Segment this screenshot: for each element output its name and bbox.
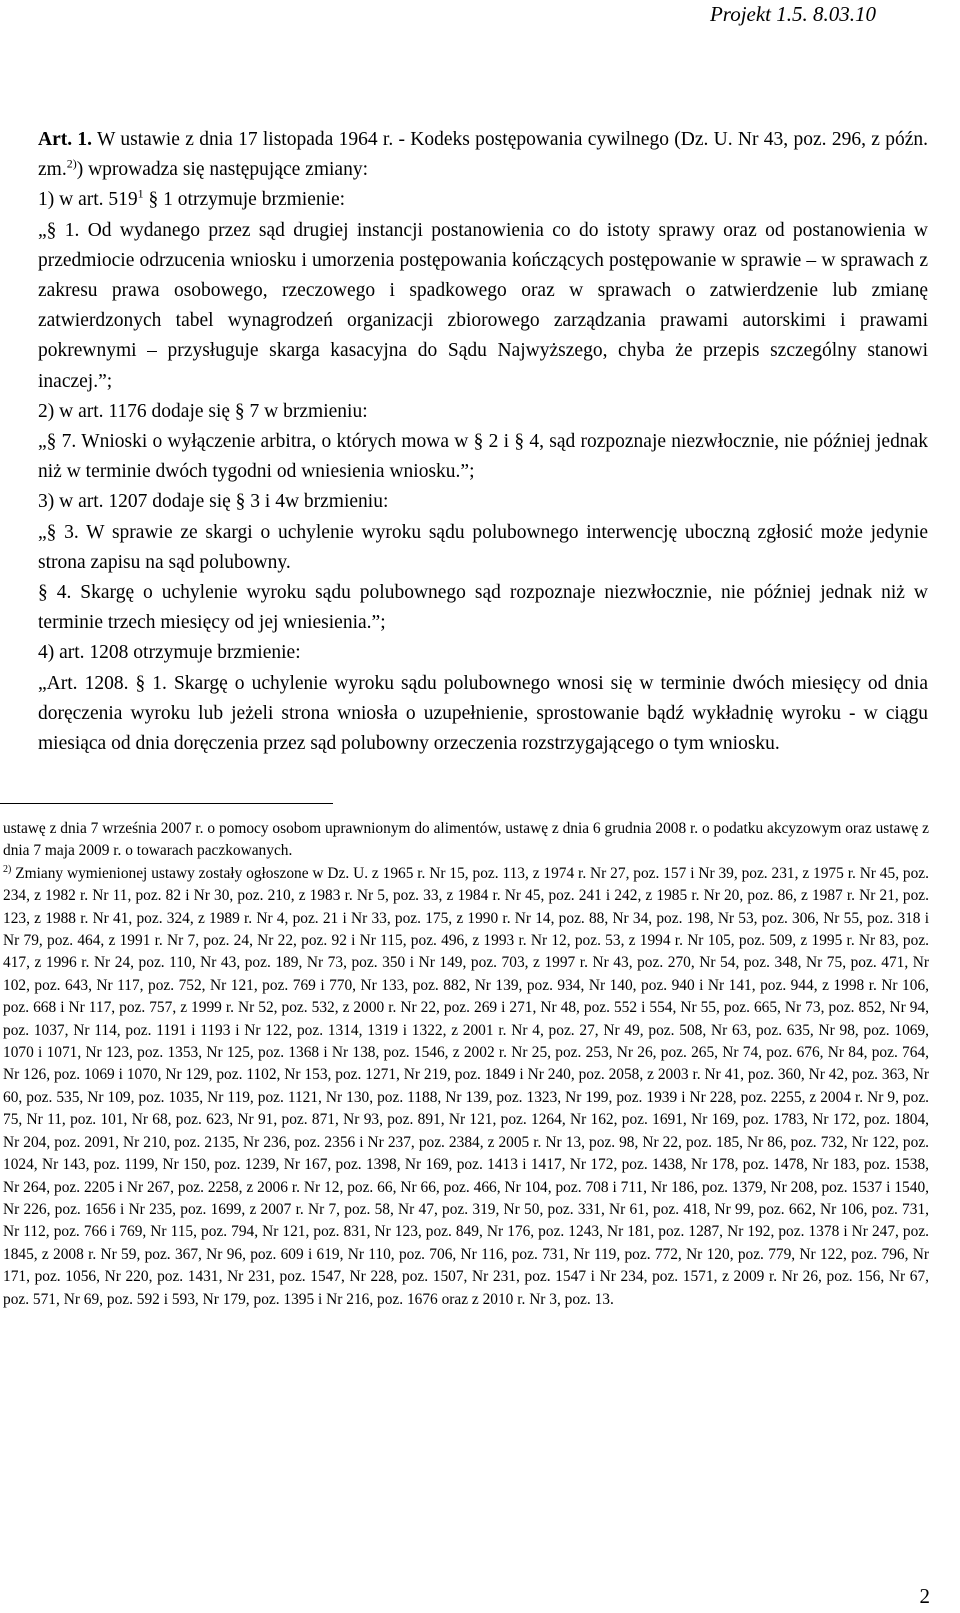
document-body [38, 125, 928, 759]
article-intro-end: ) wprowadza się następujące zmiany: [76, 159, 368, 181]
project-header: Projekt 1.5. 8.03.10 [709, 2, 876, 26]
item-3-heading: 3) w art. 1207 dodaje się § 3 i 4w brzmieniu: [38, 491, 389, 513]
item-4-heading: 4) art. 1208 otrzymuje brzmienie: [38, 642, 301, 664]
item-1-head-end: § 1 otrzymuje brzmienie: [143, 189, 346, 211]
item-2-heading: 2) w art. 1176 dodaje się § 7 w brzmieniu: [38, 400, 368, 422]
item-2-body: „§ 7. Wnioski o wyłączenie arbitra, o których mowa w § 2 i § 4, sąd rozpoznaje niezwłocznie, nie później jednak niż w terminie dwóch tygodni od wniesienia wniosku.”; [38, 431, 928, 483]
article-1-intro [38, 125, 928, 185]
item-1-heading [38, 185, 928, 215]
item-3-paragraph-2: § 4. Skargę o uchylenie wyroku sądu polubownego sąd rozpoznaje niezwłocznie, nie później jednak niż w terminie trzech miesięcy od jej wniesienia.”; [38, 582, 928, 634]
article-label: Art. 1. [38, 129, 93, 150]
item-3-paragraph-1: „§ 3. W sprawie ze skargi o uchylenie wyroku sądu polubownego interwencję uboczną zgłosić może jedynie strona zapisu na sąd polubowny. [38, 521, 928, 573]
page-number: 2 [919, 1584, 930, 1608]
item-1-head-text: 1) w art. 519 [38, 189, 138, 211]
footnote-ref: 2) [66, 156, 77, 171]
item-1-superscript: 1 [137, 186, 144, 201]
article-intro-text: W ustawie z dnia 17 listopada 1964 r. - Kodeks postępowania cywilnego (Dz. U. Nr 43, poz. 296, z późn. zm. [38, 129, 929, 181]
item-1-body: „§ 1. Od wydanego przez sąd drugiej instancji postanowienia co do istoty sprawy oraz od postanowienia w przedmiocie odrzucenia wniosku i umorzenia postępowania kończących postępowanie w sprawie – w sprawach z zakresu prawa osobowego, rzeczowego i spadkowego oraz w sprawach o zatwierdzenie lub zmianę zatwierdzonych tabel wynagrodzeń organizacji zbiorowego zarządzania prawami autorskimi i prawami pokrewnymi – przysługuje skarga kasacyjna do Sądu Najwyższego, chyba że przepis szczególny stanowi inaczej.”; [38, 219, 928, 392]
footnote-2-text: Zmiany wymienionej ustawy zostały ogłoszone w Dz. U. z 1965 r. Nr 15, poz. 113, z 1974 r. Nr 27, poz. 157 i Nr 39, poz. 231, z 1975 r. Nr 45, poz. 234, z 1982 r. Nr 11, poz. 82 i Nr 30, poz. 210, z 1983 r. Nr 5, poz. 33, z 1984 r. Nr 45, poz. 241 i 242, z 1985 r. Nr 20, poz. 86, z 1987 r. Nr 21, poz. 123, z 1988 r. Nr 41, poz. 324, z 1989 r. Nr 4, poz. 21 i Nr 33, poz. 175, z 1990 r. Nr 14, poz. 88, Nr 34, poz. 198, Nr 53, poz. 306, Nr 55, poz. 318 i Nr 79, poz. 464, z 1991 r. Nr 7, poz. 24, Nr 22, poz. 92 i Nr 115, poz. 496, z 1993 r. Nr 12, poz. 53, z 1994 r. Nr 105, poz. 509, z 1995 r. Nr 83, poz. 417, z 1996 r. Nr 24, poz. 110, Nr 43, poz. 189, Nr 73, poz. 350 i Nr 149, poz. 703, z 1997 r. Nr 43, poz. 270, Nr 54, poz. 348, Nr 75, poz. 471, Nr 102, poz. 643, Nr 117, poz. 752, Nr 121, poz. 769 i 770, Nr 133, poz. 882, Nr 139, poz. 934, Nr 140, poz. 940 i Nr 141, poz. 944, z 1998 r. Nr 106, poz. 668 i Nr 117, poz. 757, z 1999 r. Nr 52, poz. 532, z 2000 r. Nr 22, poz. 269 i 271, Nr 48, poz. 552 i 554, Nr 55, poz. 665, Nr 73, poz. 852, Nr 94, poz. 1037, Nr 114, poz. 1191 i 1193 i Nr 122, poz. 1314, 1319 i 1322, z 2001 r. Nr 4, poz. 27, Nr 49, poz. 508, Nr 63, poz. 635, Nr 98, poz. 1069, 1070 i 1071, Nr 123, poz. 1353, Nr 125, poz. 1368 i Nr 138, poz. 1546, z 2002 r. Nr 25, poz. 253, Nr 26, poz. 265, Nr 74, poz. 676, Nr 84, poz. 764, Nr 126, poz. 1069 i 1070, Nr 129, poz. 1102, Nr 153, poz. 1271, Nr 219, poz. 1849 i Nr 240, poz. 2058, z 2003 r. Nr 41, poz. 360, Nr 42, poz. 363, Nr 60, poz. 535, Nr 109, poz. 1035, Nr 119, poz. 1121, Nr 130, poz. 1188, Nr 139, poz. 1323, Nr 199, poz. 1939 i Nr 228, poz. 2255, z 2004 r. Nr 9, poz. 75, Nr 11, poz. 101, Nr 68, poz. 623, Nr 91, poz. 871, Nr 93, poz. 891, Nr 121, poz. 1264, Nr 162, poz. 1691, Nr 169, poz. 1783, Nr 172, poz. 1804, Nr 204, poz. 2091, Nr 210, poz. 2135, Nr 236, poz. 2356 i Nr 237, poz. 2384, z 2005 r. Nr 13, poz. 98, Nr 22, poz. 185, Nr 86, poz. 732, Nr 122, poz. 1024, Nr 143, poz. 1199, Nr 150, poz. 1239, Nr 167, poz. 1398, Nr 169, poz. 1413 i 1417, Nr 172, poz. 1438, Nr 178, poz. 1478, Nr 183, poz. 1538, Nr 264, poz. 2205 i Nr 267, poz. 2258, z 2006 r. Nr 12, poz. 66, Nr 66, poz. 466, Nr 104, poz. 708 i 711, Nr 186, poz. 1379, Nr 208, poz. 1537 i 1540, Nr 226, poz. 1656 i Nr 235, poz. 1699, z 2007 r. Nr 7, poz. 58, Nr 47, poz. 319, Nr 50, poz. 331, Nr 61, poz. 418, Nr 99, poz. 662, Nr 106, poz. 731, Nr 112, poz. 766 i 769, Nr 115, poz. 794, Nr 121, poz. 831, Nr 123, poz. 849, Nr 176, poz. 1243, Nr 181, poz. 1287, Nr 192, poz. 1378 i Nr 247, poz. 1845, z 2008 r. Nr 59, poz. 367, Nr 96, poz. 609 i 619, Nr 110, poz. 706, Nr 116, poz. 731, Nr 119, poz. 772, Nr 120, poz. 779, Nr 122, poz. 796, Nr 171, poz. 1056, Nr 220, poz. 1431, Nr 231, poz. 1547, Nr 228, poz. 1507, Nr 231, poz. 1547 i Nr 234, poz. 1571, z 2009 r. Nr 26, poz. 156, Nr 67, poz. 571, Nr 69, poz. 592 i 593, Nr 179, poz. 1395 i Nr 216, poz. 1676 oraz z 2010 r. Nr 3, poz. 13. [3, 864, 929, 1308]
item-4-body: „Art. 1208. § 1. Skargę o uchylenie wyroku sądu polubownego wnosi się w terminie dwóch miesięcy od dnia doręczenia wyroku lub jeżeli strona wniosła o uzupełnienie, sprostowanie bądź wykładnię wyroku - w ciągu miesiąca od dnia doręczenia przez sąd polubowny orzeczenia rozstrzygającego o tym wniosku. [38, 672, 928, 755]
footnote-2-mark: 2) [3, 863, 12, 875]
footnote-separator [0, 803, 333, 804]
footnote-continuation: ustawę z dnia 7 września 2007 r. o pomocy osobom uprawnionym do alimentów, ustawę z dnia 6 grudnia 2008 r. o podatku akcyzowym oraz ustawę z dnia 7 maja 2009 r. o towarach paczkowanych. [3, 820, 929, 860]
footnote-2 [3, 863, 929, 1311]
footnotes [3, 818, 929, 1311]
